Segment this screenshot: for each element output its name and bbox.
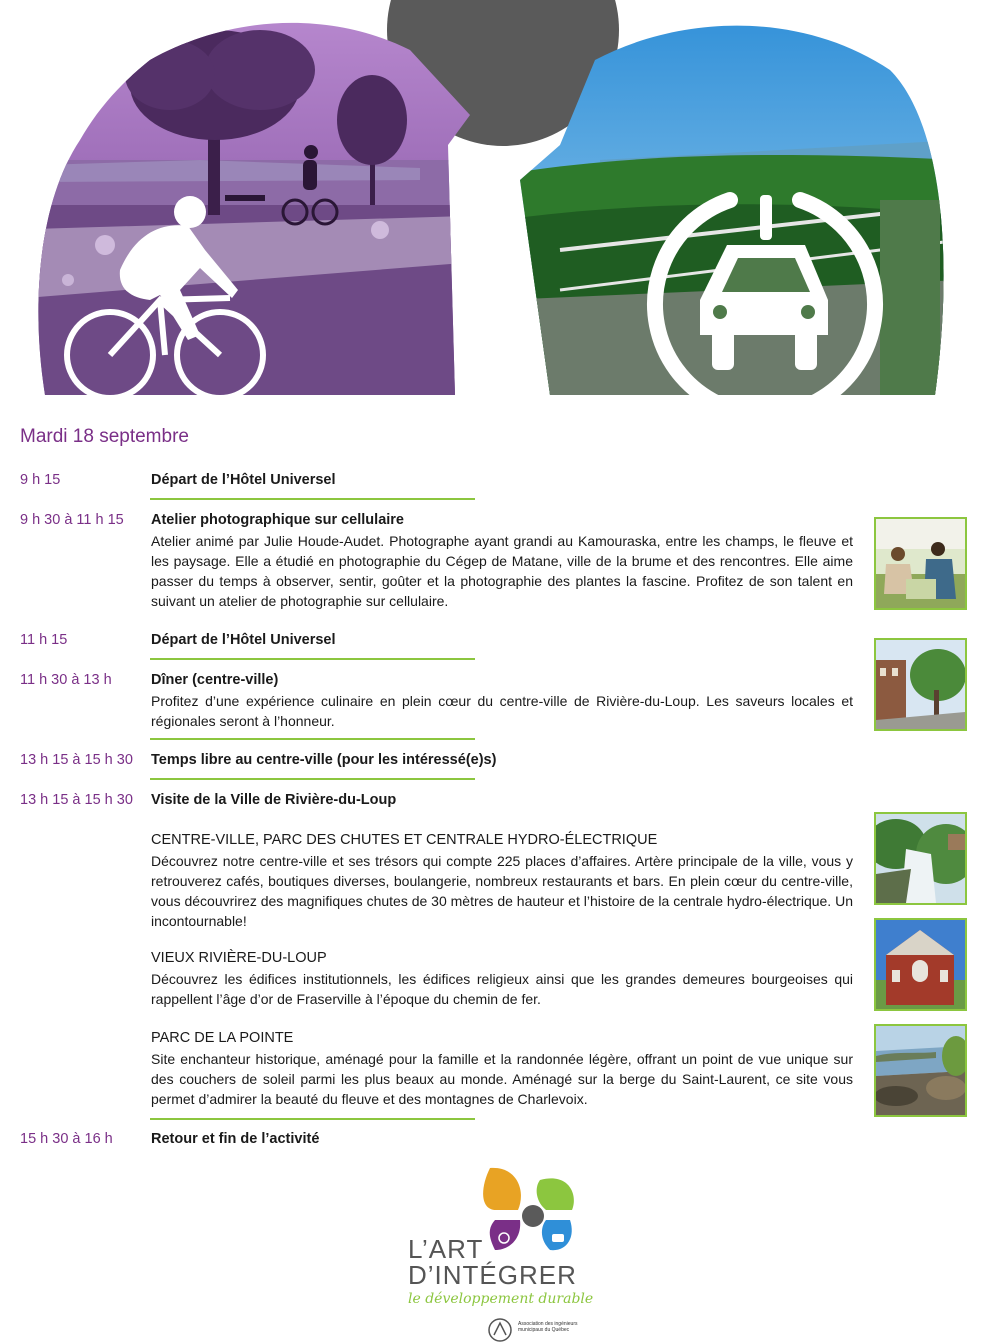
section-heading: PARC DE LA POINTE (151, 1030, 294, 1046)
shoreline-photo (874, 1024, 967, 1117)
divider (150, 658, 475, 660)
schedule-title: Retour et fin de l’activité (151, 1131, 320, 1147)
section-heading: CENTRE-VILLE, PARC DES CHUTES ET CENTRALE HYDRO-ÉLECTRIQUE (151, 832, 658, 848)
schedule-time: 13 h 15 à 15 h 30 (20, 792, 133, 808)
section-text: Site enchanteur historique, aménagé pour la famille et la randonnée légère, offrant un point de vue unique sur des couchers de soleil parmi les plus beaux au monde. Aménagé sur la berge du Saint-Laurent, ce site vous permet d’admirer la beauté du fleuve et des montagnes de Charlevoix. (151, 1051, 853, 1107)
logo-tagline: le développement durable (408, 1291, 594, 1307)
logo-text-line1: L’ART (408, 1234, 484, 1264)
divider (150, 738, 475, 740)
section-heading: VIEUX RIVIÈRE-DU-LOUP (151, 950, 327, 966)
divider (150, 498, 475, 500)
divider (150, 1118, 475, 1120)
schedule-time: 15 h 30 à 16 h (20, 1131, 113, 1147)
schedule-description: Profitez d’une expérience culinaire en plein cœur du centre-ville de Rivière-du-Loup. Les saveurs locales et régionales seront à l’honneur. (151, 693, 853, 729)
downtown-photo (874, 638, 967, 731)
hero-illustration (0, 0, 1000, 400)
day-heading: Mardi 18 septembre (20, 426, 189, 447)
schedule-description: Atelier animé par Julie Houde-Audet. Photographe ayant grandi au Kamouraska, entre les champs, le fleuve et les paysage. Elle a étudié en photographie du Cégep de Matane, ville de la brume et des rencontres. Elle aime passer du temps à observer, sentir, goûter et la photographie des plantes la fascine. Profitez de son talent en suivant un atelier de photographie sur cellulaire. (151, 533, 853, 609)
schedule-time: 11 h 30 à 13 h (20, 672, 112, 688)
waterfall-photo (874, 812, 967, 905)
schedule-title: Départ de l’Hôtel Universel (151, 472, 336, 488)
workshop-photo (874, 517, 967, 610)
section-text: Découvrez notre centre-ville et ses trésors qui compte 225 places d’affaires. Artère principale de la ville, vous y retrouverez cafés, boutiques diverses, boulangerie, nombreux restaurants et bars. En plein cœur du centre-ville, vous découvrirez des magnifiques chutes de 30 mètres de hauteur et l’histoire de la centrale hydro-électrique. Un incontournable! (151, 853, 853, 929)
schedule-time: 9 h 15 (20, 472, 61, 488)
schedule-title: Départ de l’Hôtel Universel (151, 632, 336, 648)
event-logo (400, 1158, 600, 1344)
schedule-title: Atelier photographique sur cellulaire (151, 512, 404, 528)
heritage-building-photo (874, 918, 967, 1011)
association-name: Association des ingénieurs municipaux du Québec (518, 1321, 578, 1333)
schedule-title: Temps libre au centre-ville (pour les intéressé(e)s) (151, 752, 497, 768)
logo-text-line2: D’INTÉGRER (408, 1260, 577, 1290)
schedule-time: 9 h 30 à 11 h 15 (20, 512, 124, 528)
schedule-time: 11 h 15 (20, 632, 68, 648)
hero-banner (0, 0, 1000, 400)
section-text: Découvrez les édifices institutionnels, les édifices religieux ainsi que les grandes demeures bourgeoises qui rappellent l’âge d’or de Fraserville à l’époque du chemin de fer. (151, 971, 853, 1007)
divider (150, 778, 475, 780)
schedule-title: Visite de la Ville de Rivière-du-Loup (151, 792, 397, 808)
schedule-title: Dîner (centre-ville) (151, 672, 279, 688)
schedule-time: 13 h 15 à 15 h 30 (20, 752, 133, 768)
